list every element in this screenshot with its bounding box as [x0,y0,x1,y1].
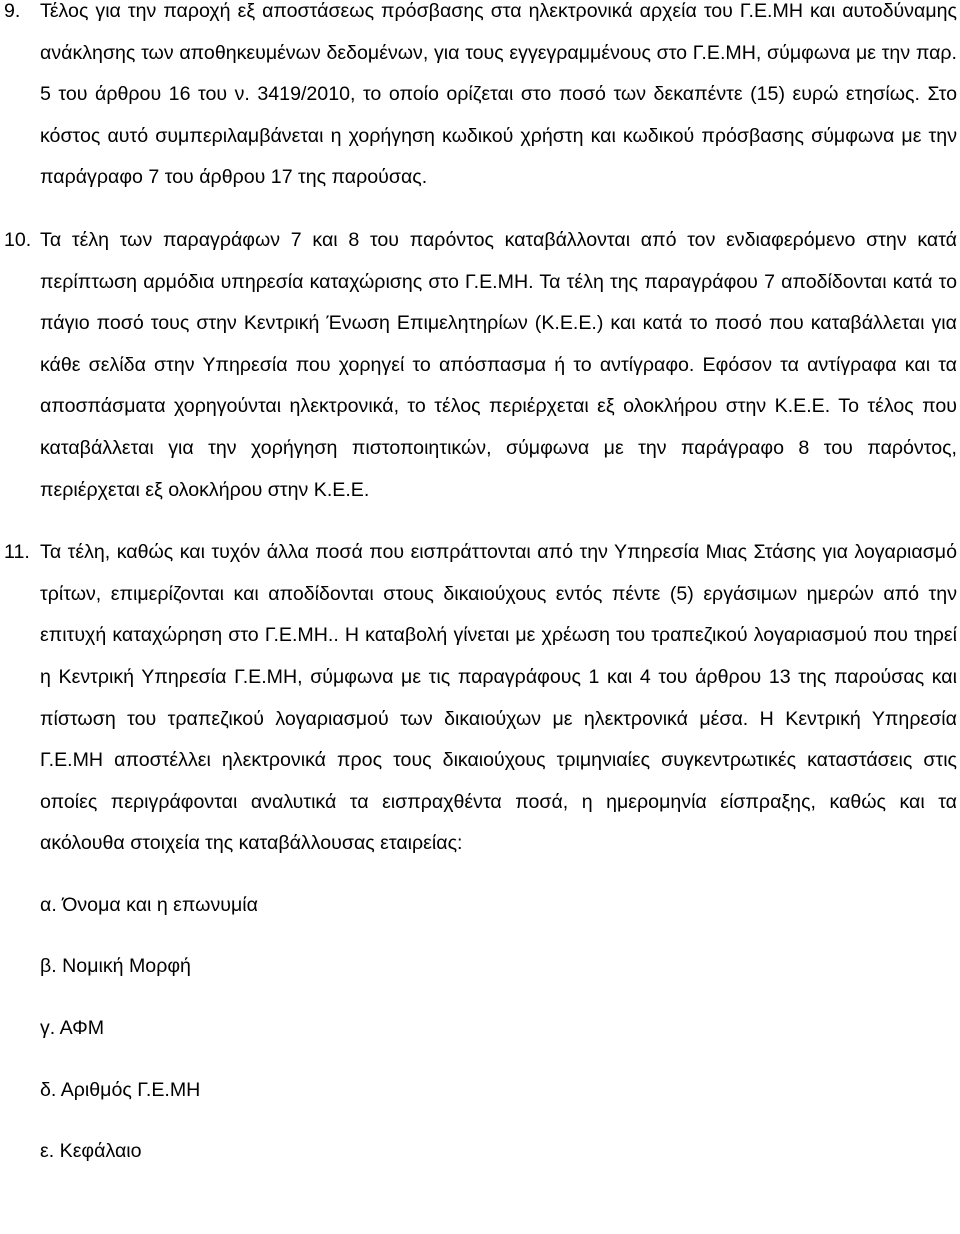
paragraph-number: 9. [4,0,21,22]
company-details-list [0,885,960,1173]
list-item: δ. Αριθμός Γ.Ε.ΜΗ [40,1078,201,1101]
list-item: γ. ΑΦΜ [40,1017,105,1040]
paragraph-10 [0,220,960,511]
paragraph-text: Τα τέλη, καθώς και τυχόν άλλα ποσά που εισπράττονται από την Υπηρεσία Μιας Στάσης για λογαριασμό τρίτων, επιμερίζονται και αποδίδονται στους δικαιούχους εντός πέντε (5) εργάσιμων ημερών από την επιτυχή καταχώρηση στο Γ.Ε.ΜΗ.. Η καταβολή γίνεται με χρέωση του τραπεζικού λογαριασμού που τηρεί η Κεντρική Υπηρεσία Γ.Ε.ΜΗ, σύμφωνα με τις παραγράφους 1 και 4 του άρθρου 13 της παρούσας και πίστωση του τραπεζικού λογαριασμού των δικαιούχων με ηλεκτρονικά μέσα. Η Κεντρική Υπηρεσία Γ.Ε.ΜΗ αποστέλλει ηλεκτρονικά προς τους δικαιούχους τριμηνιαίες συγκεντρωτικές καταστάσεις στις οποίες περιγράφονται αναλυτικά τα εισπραχθέντα ποσά, η ημερομηνία είσπραξης, καθώς και τα ακόλουθα στοιχεία της καταβάλλουσας εταιρείας: [40,541,957,855]
list-item: α. Όνομα και η επωνυμία [40,893,258,916]
paragraph-text: Τα τέλη των παραγράφων 7 και 8 του παρόντος καταβάλλονται από τον ενδιαφερόμενο στην κατά περίπτωση αρμόδια υπηρεσία καταχώρισης στο Γ.Ε.ΜΗ. Τα τέλη της παραγράφου 7 αποδίδονται κατά το πάγιο ποσό τους στην Κεντρική Ένωση Επιμελητηρίων (Κ.Ε.Ε.) και κατά το ποσό που καταβάλλεται για κάθε σελίδα στην Υπηρεσία που χορηγεί το απόσπασμα ή το αντίγραφο. Εφόσον τα αντίγραφα και τα αποσπάσματα χορηγούνται ηλεκτρονικά, το τέλος περιέρχεται εξ ολοκλήρου στην Κ.Ε.Ε. Το τέλος που καταβάλλεται για την χορήγηση πιστοποιητικών, σύμφωνα με την παράγραφο 8 του παρόντος, περιέρχεται εξ ολοκλήρου στην Κ.Ε.Ε. [40,228,957,501]
list-item: ε. Κεφάλαιο [40,1140,142,1163]
paragraph-text: Τέλος για την παροχή εξ αποστάσεως πρόσβασης στα ηλεκτρονικά αρχεία του Γ.Ε.ΜΗ και αυτοδύναμης ανάκλησης των αποθηκευμένων δεδομένων, για τους εγγεγραμμένους στο Γ.Ε.ΜΗ, σύμφωνα με την παρ. 5 του άρθρου 16 του ν. 3419/2010, το οποίο ορίζεται στο ποσό των δεκαπέντε (15) ευρώ ετησίως. Στο κόστος αυτό συμπεριλαμβάνεται η χορήγηση κωδικού χρήστη και κωδικού πρόσβασης σύμφωνα με την παράγραφο 7 του άρθρου 17 της παρούσας. [40,0,957,189]
list-item: β. Νομική Μορφή [40,955,191,978]
paragraph-11 [0,532,960,865]
paragraph-number: 11. [4,541,30,564]
paragraph-number: 10. [4,228,32,251]
paragraph-9 [0,0,960,199]
